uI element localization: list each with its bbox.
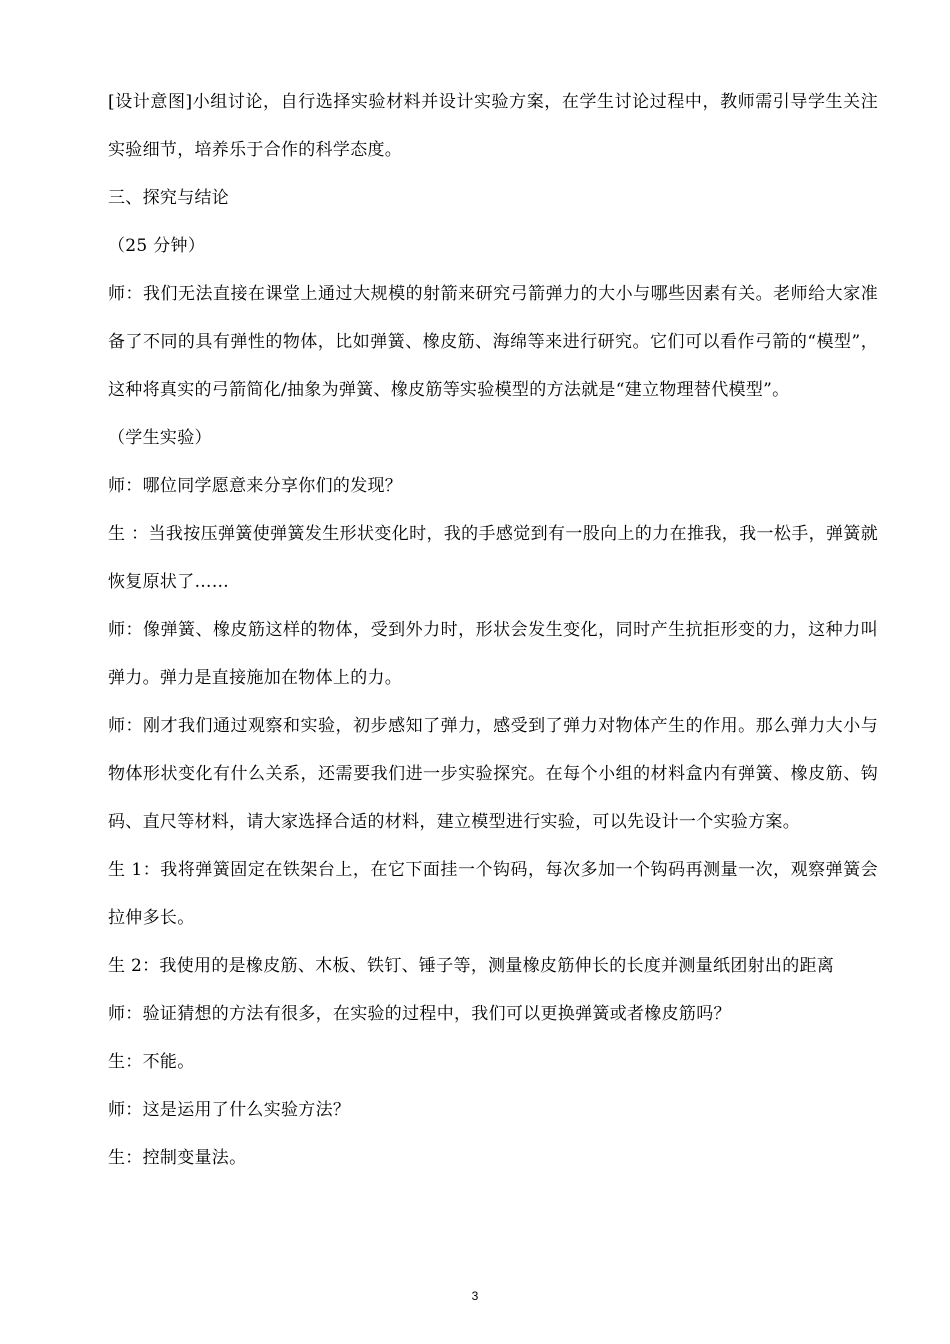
- duration-note: （25 分钟）: [108, 236, 206, 256]
- student-answer-1: 生：不能。: [108, 1052, 195, 1072]
- student-answer-2: 生：控制变量法。: [108, 1148, 247, 1168]
- document-body: [108, 78, 878, 1182]
- student-1-paragraph: 生 1：我将弹簧固定在铁架台上，在它下面挂一个钩码，每次多加一个钩码再测量一次，观察弹簧会拉伸多长。: [108, 860, 878, 928]
- section-heading: 三、探究与结论: [108, 188, 230, 208]
- teacher-paragraph-4: 师：刚才我们通过观察和实验，初步感知了弹力，感受到了弹力对物体产生的作用。那么弹力大小与物体形状变化有什么关系，还需要我们进一步实验探究。在每个小组的材料盒内有弹簧、橡皮筋、钩码、直尺等材料，请大家选择合适的材料，建立模型进行实验，可以先设计一个实验方案。: [108, 716, 878, 832]
- student-experiment-note: （学生实验）: [108, 428, 212, 448]
- design-intent-paragraph: [设计意图]小组讨论，自行选择实验材料并设计实验方案，在学生讨论过程中，教师需引导学生关注实验细节，培养乐于合作的科学态度。: [108, 92, 878, 160]
- teacher-paragraph-1: 师：我们无法直接在课堂上通过大规模的射箭来研究弓箭弹力的大小与哪些因素有关。老师给大家准备了不同的具有弹性的物体，比如弹簧、橡皮筋、海绵等来进行研究。它们可以看作弓箭的“模型”，这种将真实的弓箭简化/抽象为弹簧、橡皮筋等实验模型的方法就是“建立物理替代模型”。: [108, 284, 878, 400]
- teacher-question: 师：这是运用了什么实验方法？: [108, 1100, 351, 1120]
- teacher-paragraph-3: 师：像弹簧、橡皮筋这样的物体，受到外力时，形状会发生变化，同时产生抗拒形变的力，这种力叫弹力。弹力是直接施加在物体上的力。: [108, 620, 878, 688]
- teacher-paragraph-2: 师：哪位同学愿意来分享你们的发现？: [108, 476, 403, 496]
- student-2-paragraph: 生 2：我使用的是橡皮筋、木板、铁钉、锤子等，测量橡皮筋伸长的长度并测量纸团射出的距离: [108, 956, 835, 976]
- page-number: 3: [471, 1289, 479, 1303]
- teacher-paragraph-5: 师：验证猜想的方法有很多，在实验的过程中，我们可以更换弹簧或者橡皮筋吗？: [108, 1004, 731, 1024]
- student-paragraph-1: 生 ：当我按压弹簧使弹簧发生形状变化时，我的手感觉到有一股向上的力在推我，我一松手，弹簧就恢复原状了……: [108, 524, 878, 592]
